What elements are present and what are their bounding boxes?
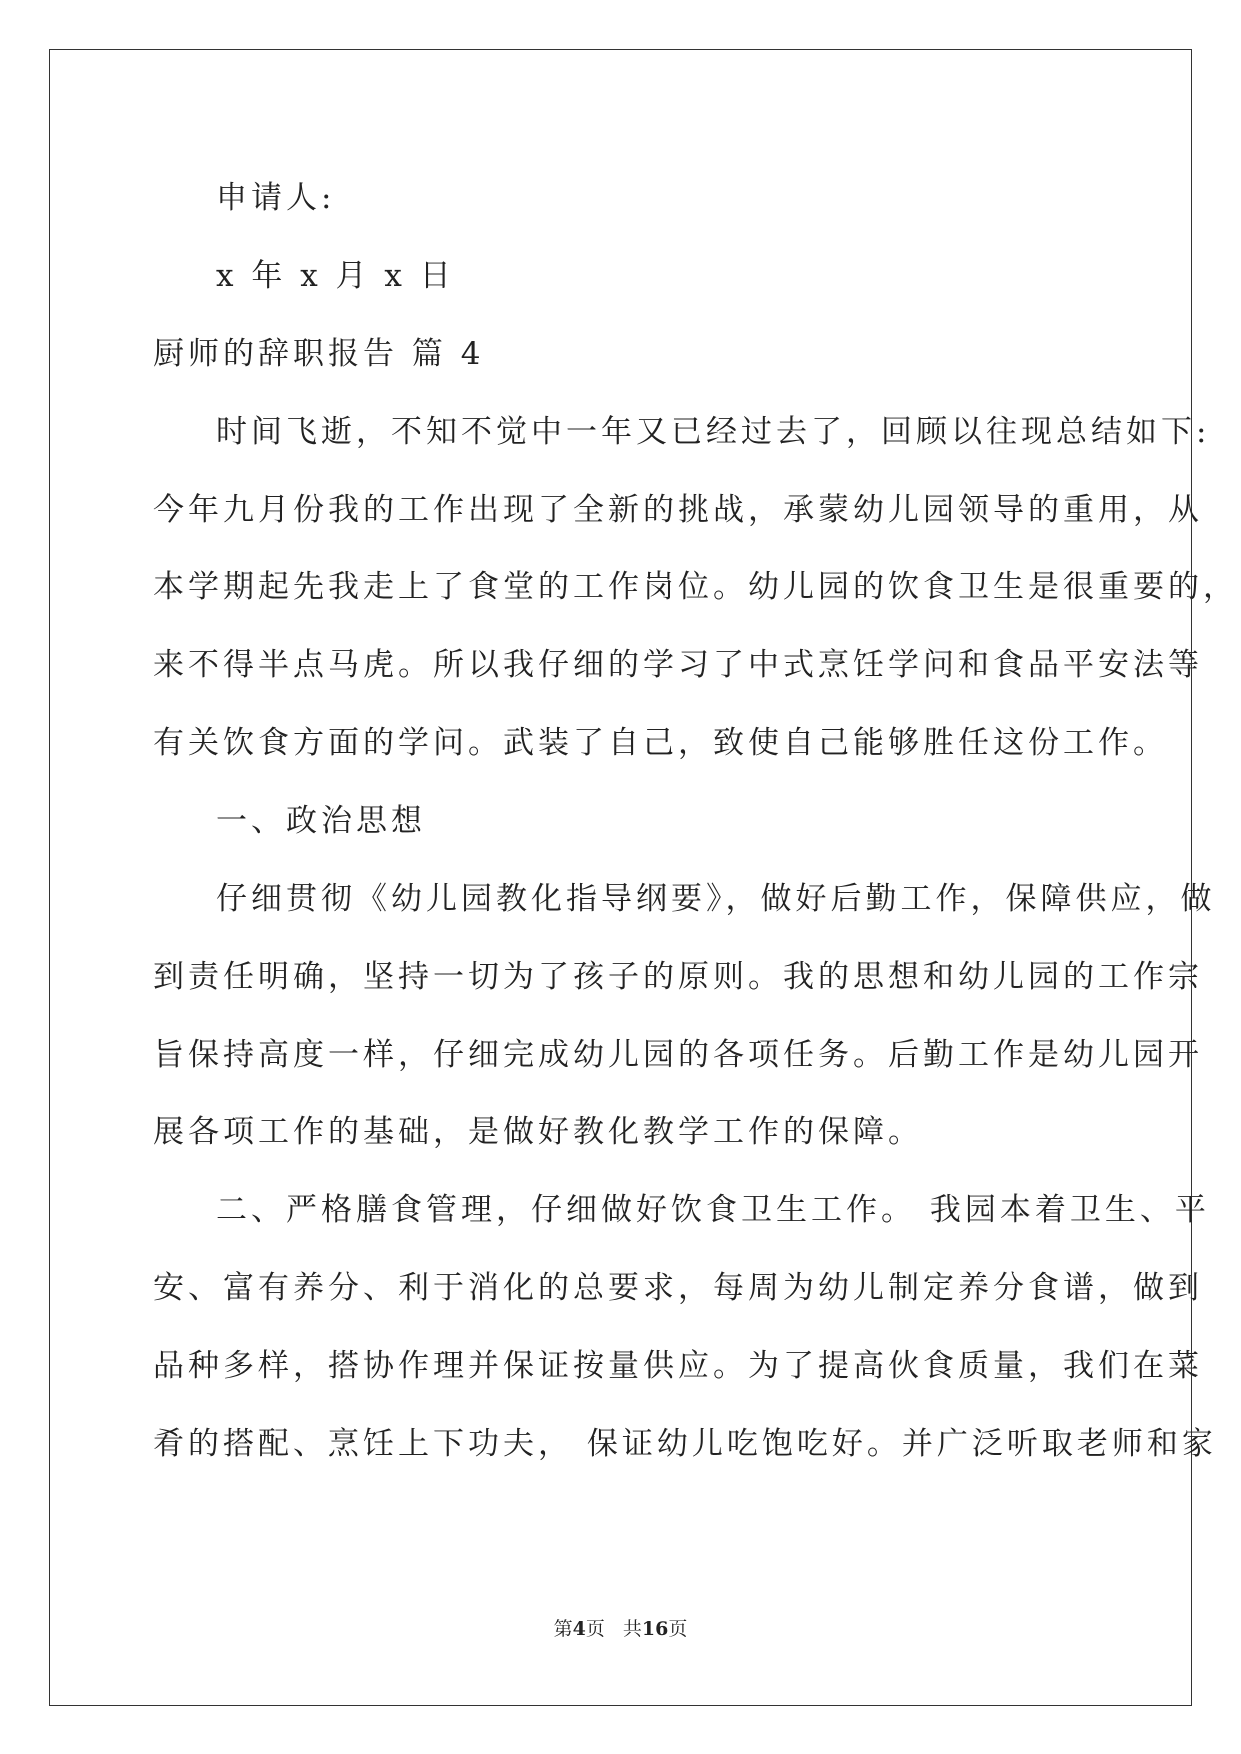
paragraph-line: 安、富有养分、利于消化的总要求，每周为幼儿制定养分食谱，做到: [153, 1270, 1203, 1306]
page-current: 4: [572, 1618, 586, 1640]
page-total: 16: [641, 1618, 669, 1640]
paragraph-line: 旨保持高度一样，仔细完成幼儿园的各项任务。后勤工作是幼儿园开: [153, 1037, 1203, 1073]
paragraph-line: 到责任明确，坚持一切为了孩子的原则。我的思想和幼儿园的工作宗: [153, 959, 1203, 995]
applicant-label: 申请人:: [216, 180, 336, 216]
paragraph-line: 时间飞逝，不知不觉中一年又已经过去了，回顾以往现总结如下:: [216, 414, 1211, 450]
date-line: x 年 x 月 x 日: [216, 258, 455, 294]
paragraph-line: 肴的搭配、烹饪上下功夫， 保证幼儿吃饱吃好。并广泛听取老师和家: [153, 1426, 1217, 1462]
page-suffix: 页: [585, 1618, 605, 1640]
total-prefix: 共: [622, 1618, 642, 1640]
paragraph-line: 本学期起先我走上了食堂的工作岗位。幼儿园的饮食卫生是很重要的，: [153, 569, 1238, 605]
paragraph-line: 展各项工作的基础，是做好教化教学工作的保障。: [153, 1114, 923, 1150]
paragraph-line: 来不得半点马虎。所以我仔细的学习了中式烹饪学问和食品平安法等: [153, 647, 1203, 683]
total-suffix: 页: [668, 1618, 688, 1640]
paragraph-line: 二、严格膳食管理，仔细做好饮食卫生工作。 我园本着卫生、平: [216, 1192, 1210, 1228]
page-footer: [0, 1617, 1241, 1641]
paragraph-line: 仔细贯彻《幼儿园教化指导纲要》，做好后勤工作，保障供应，做: [216, 881, 1216, 917]
page-prefix: 第: [553, 1618, 573, 1640]
paragraph-line: 今年九月份我的工作出现了全新的挑战，承蒙幼儿园领导的重用，从: [153, 492, 1203, 528]
section-heading: 厨师的辞职报告 篇 4: [153, 336, 485, 372]
paragraph-line: 有关饮食方面的学问。武装了自己，致使自己能够胜任这份工作。: [153, 725, 1168, 761]
paragraph-line: 品种多样，搭协作理并保证按量供应。为了提高伙食质量，我们在菜: [153, 1348, 1203, 1384]
subheading-politics: 一、政治思想: [216, 803, 426, 839]
